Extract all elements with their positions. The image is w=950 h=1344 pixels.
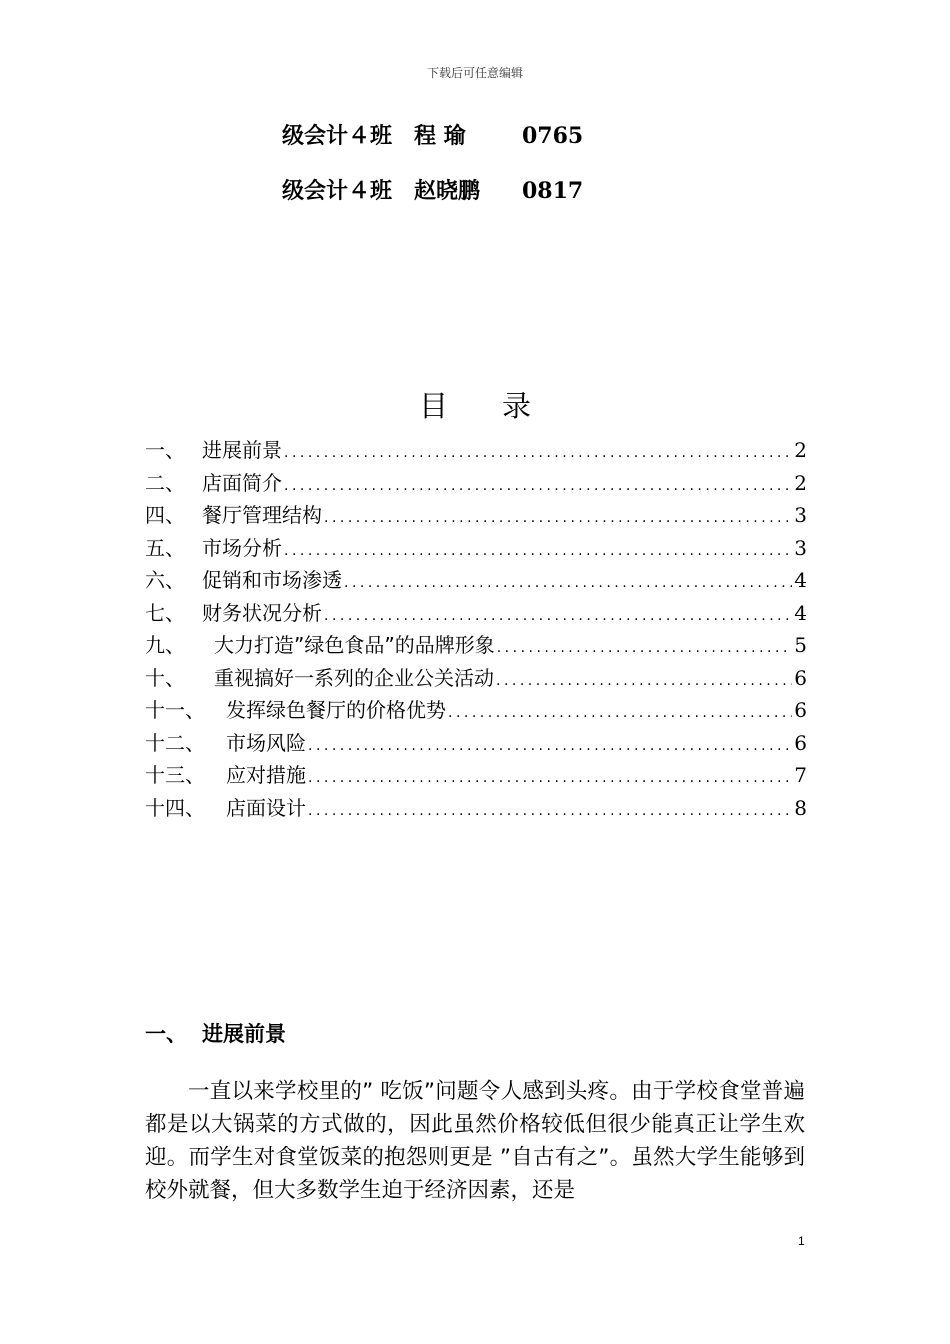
toc-entry-number: 五、 [145, 535, 185, 560]
author-line [282, 176, 583, 206]
toc-entry[interactable] [145, 532, 807, 565]
toc-title: 目录 [418, 389, 585, 423]
toc-entry-number: 二、 [145, 470, 185, 495]
toc-entry[interactable] [145, 467, 807, 500]
toc-entry-title: 餐厅管理结构 [202, 503, 322, 527]
toc-entry-title: 大力打造”绿色食品”的品牌形象 [214, 633, 495, 657]
toc-entry-number: 六、 [145, 568, 185, 592]
toc-leader-dots [308, 762, 792, 795]
author-id: 0817 [522, 178, 584, 204]
toc-entry-page: 6 [794, 698, 807, 722]
toc-entry-page: 6 [794, 665, 807, 690]
toc-entry-title: 市场风险 [226, 730, 306, 755]
toc-entry-number: 十二、 [145, 730, 205, 755]
toc-entry-page: 8 [794, 795, 807, 820]
toc-entry-title: 财务状况分析 [202, 600, 322, 625]
toc-entry-page: 4 [794, 600, 807, 625]
toc-entry-title: 店面设计 [226, 795, 306, 820]
toc-leader-dots [324, 600, 792, 633]
toc-entry[interactable] [145, 499, 807, 532]
toc-entry-number: 四、 [145, 503, 185, 527]
toc-entry-number: 十、 [145, 665, 185, 690]
toc-entry-number: 九、 [145, 633, 185, 657]
toc-entry-page: 4 [794, 568, 807, 592]
toc-entry-page: 6 [794, 730, 807, 755]
toc-entry-page: 3 [794, 535, 807, 560]
toc-entry-page: 2 [794, 438, 807, 462]
body-paragraph: 一直以来学校里的” 吃饭”问题令人感到头疼。由于学校食堂普遍都是以大锅菜的方式做的，因此虽然价格较低但很少能真正让学生欢迎。而学生对食堂饭菜的抱怨则更是 ”自古有之”。虽然大学生能够到校外就餐，但大多数学生迫于经济因素，还是 [145, 1079, 805, 1203]
toc-entry-number: 十四、 [145, 795, 205, 820]
toc-entry-title: 促销和市场渗透 [202, 568, 342, 592]
toc-entry-title: 重视搞好一系列的企业公关活动 [214, 665, 494, 690]
toc-entry[interactable] [145, 792, 807, 825]
section-heading [145, 1018, 286, 1048]
section-body [145, 1075, 805, 1207]
toc-entry[interactable] [145, 434, 807, 467]
toc-leader-dots [344, 567, 792, 600]
toc-entry-title: 店面简介 [202, 470, 282, 495]
section-title: 进展前景 [202, 1022, 286, 1046]
toc-leader-dots [308, 795, 792, 828]
toc-entry-title: 应对措施 [226, 763, 306, 787]
toc-entry-title: 市场分析 [202, 535, 282, 560]
toc-leader-dots [284, 437, 792, 470]
toc-entry-number: 七、 [145, 600, 185, 625]
toc-leader-dots [308, 730, 792, 763]
author-name: 程 瑜 [414, 124, 466, 149]
toc-leader-dots [496, 665, 792, 698]
author-class: 级会计４班 [282, 124, 393, 149]
toc-leader-dots [497, 632, 793, 665]
toc-entry[interactable] [145, 694, 807, 727]
toc-leader-dots [324, 502, 792, 535]
toc-entry-number: 一、 [145, 438, 185, 462]
author-line [282, 121, 583, 151]
toc-entry[interactable] [145, 597, 807, 630]
toc-entry-number: 十一、 [145, 698, 205, 722]
page-number: 1 [798, 1234, 805, 1248]
header-note: 下载后可任意编辑 [426, 66, 523, 80]
toc-entry-number: 十三、 [145, 763, 205, 787]
toc-entry[interactable] [145, 759, 807, 792]
toc-entry-page: 5 [794, 633, 807, 657]
section-number: 一、 [145, 1022, 187, 1046]
toc-entry-page: 3 [794, 503, 807, 527]
toc-entry-title: 发挥绿色餐厅的价格优势 [226, 698, 446, 722]
table-of-contents [145, 434, 807, 824]
toc-entry[interactable] [145, 662, 807, 695]
author-class: 级会计４班 [282, 179, 393, 204]
toc-entry[interactable] [145, 727, 807, 760]
toc-entry-page: 7 [794, 763, 807, 787]
author-id: 0765 [522, 123, 584, 149]
toc-entry[interactable] [145, 564, 807, 597]
toc-entry-page: 2 [794, 470, 807, 495]
toc-entry[interactable] [145, 629, 807, 662]
toc-leader-dots [284, 535, 792, 568]
toc-entry-title: 进展前景 [202, 438, 282, 462]
author-name: 赵晓鹏 [414, 179, 481, 204]
toc-leader-dots [448, 697, 792, 730]
toc-leader-dots [284, 470, 792, 503]
